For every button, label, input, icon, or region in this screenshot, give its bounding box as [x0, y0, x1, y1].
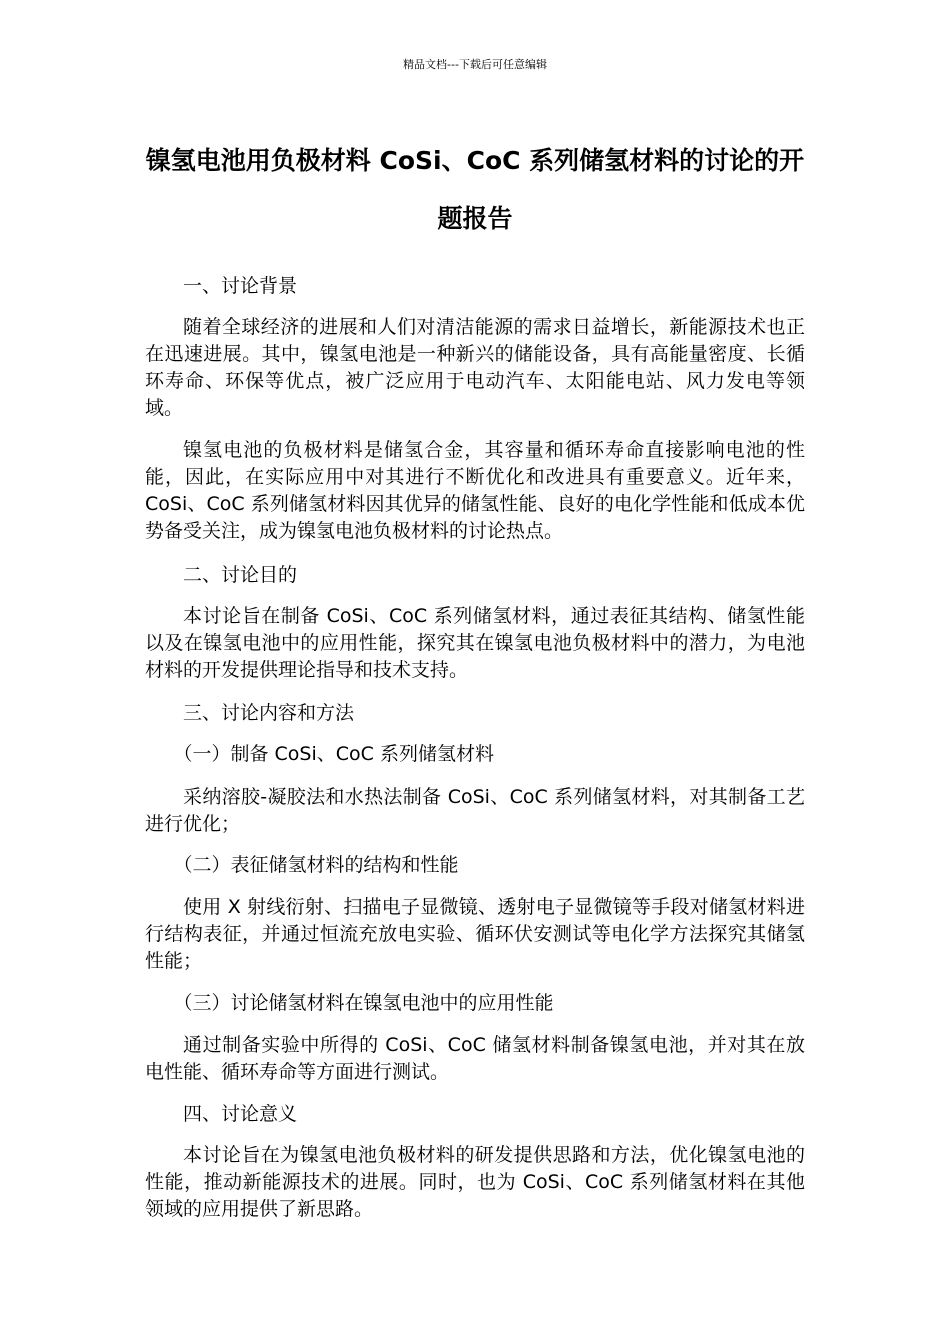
subsection-heading-application: （三）讨论储氢材料在镍氢电池中的应用性能 [173, 992, 554, 1014]
paragraph-application: 通过制备实验中所得的 CoSi、CoC 储氢材料制备镍氢电池，并对其在放电性能、循环寿命等方面进行测试。 [145, 1034, 805, 1083]
section-heading-purpose: 二、讨论目的 [183, 564, 298, 586]
paragraph-purpose: 本讨论旨在制备 CoSi、CoC 系列储氢材料，通过表征其结构、储氢性能以及在镍氢电池中的应用性能，探究其在镍氢电池负极材料中的潜力，为电池材料的开发提供理论指导和技术支持。 [145, 605, 805, 681]
section-heading-content-methods: 三、讨论内容和方法 [183, 702, 355, 724]
section-heading-significance: 四、讨论意义 [183, 1103, 298, 1125]
document-title: 镍氢电池用负极材料 CoSi、CoC 系列储氢材料的讨论的开题报告 [145, 146, 805, 233]
paragraph-characterization: 使用 X 射线衍射、扫描电子显微镜、透射电子显微镜等手段对储氢材料进行结构表征，并通过恒流充放电实验、循环伏安测试等电化学方法探究其储氢性能； [145, 896, 805, 972]
subsection-heading-characterization: （二）表征储氢材料的结构和性能 [173, 854, 459, 876]
paragraph-background-1: 随着全球经济的进展和人们对清洁能源的需求日益增长，新能源技术也正在迅速进展。其中，镍氢电池是一种新兴的储能设备，具有高能量密度、长循环寿命、环保等优点，被广泛应用于电动汽车、太阳能电站、风力发电等领域。 [145, 316, 805, 419]
paragraph-significance: 本讨论旨在为镍氢电池负极材料的研发提供思路和方法，优化镍氢电池的性能，推动新能源技术的进展。同时，也为 CoSi、CoC 系列储氢材料在其他领域的应用提供了新思路。 [145, 1144, 805, 1220]
section-heading-background: 一、讨论背景 [183, 275, 298, 297]
paragraph-preparation: 采纳溶胶-凝胶法和水热法制备 CoSi、CoC 系列储氢材料，对其制备工艺进行优化； [145, 786, 805, 835]
paragraph-background-2: 镍氢电池的负极材料是储氢合金，其容量和循环寿命直接影响电池的性能，因此，在实际应用中对其进行不断优化和改进具有重要意义。近年来，CoSi、CoC 系列储氢材料因其优异的储氢性能、良好的电化学性能和低成本优势备受关注，成为镍氢电池负极材料的讨论热点。 [145, 439, 805, 542]
page-header-note: 精品文档---下载后可任意编辑 [403, 58, 547, 71]
subsection-heading-preparation: （一）制备 CoSi、CoC 系列储氢材料 [173, 743, 494, 765]
